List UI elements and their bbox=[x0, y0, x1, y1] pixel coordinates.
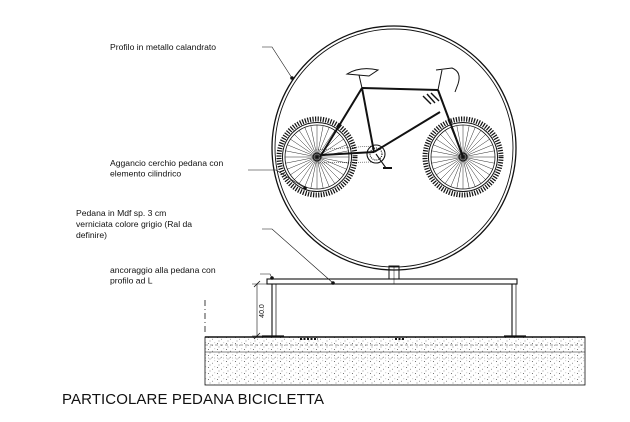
drawing-title: PARTICOLARE PEDANA BICICLETTA bbox=[62, 391, 325, 408]
dimension-height bbox=[252, 281, 268, 339]
ground-slab bbox=[205, 337, 585, 385]
label-ancoraggio: ancoraggio alla pedana con profilo ad L bbox=[110, 265, 216, 286]
metal-hoop bbox=[272, 26, 516, 270]
cylindrical-connector bbox=[389, 266, 399, 284]
dimension-value: 40.0 bbox=[259, 304, 266, 318]
platform bbox=[262, 279, 526, 339]
label-aggancio: Aggancio cerchio pedana con elemento cilindrico bbox=[110, 158, 224, 179]
bicycle bbox=[279, 68, 501, 195]
label-profilo: Profilo in metallo calandrato bbox=[110, 42, 217, 52]
label-pedana: Pedana in Mdf sp. 3 cm verniciata colore grigio (Ral da definire) bbox=[76, 208, 193, 240]
